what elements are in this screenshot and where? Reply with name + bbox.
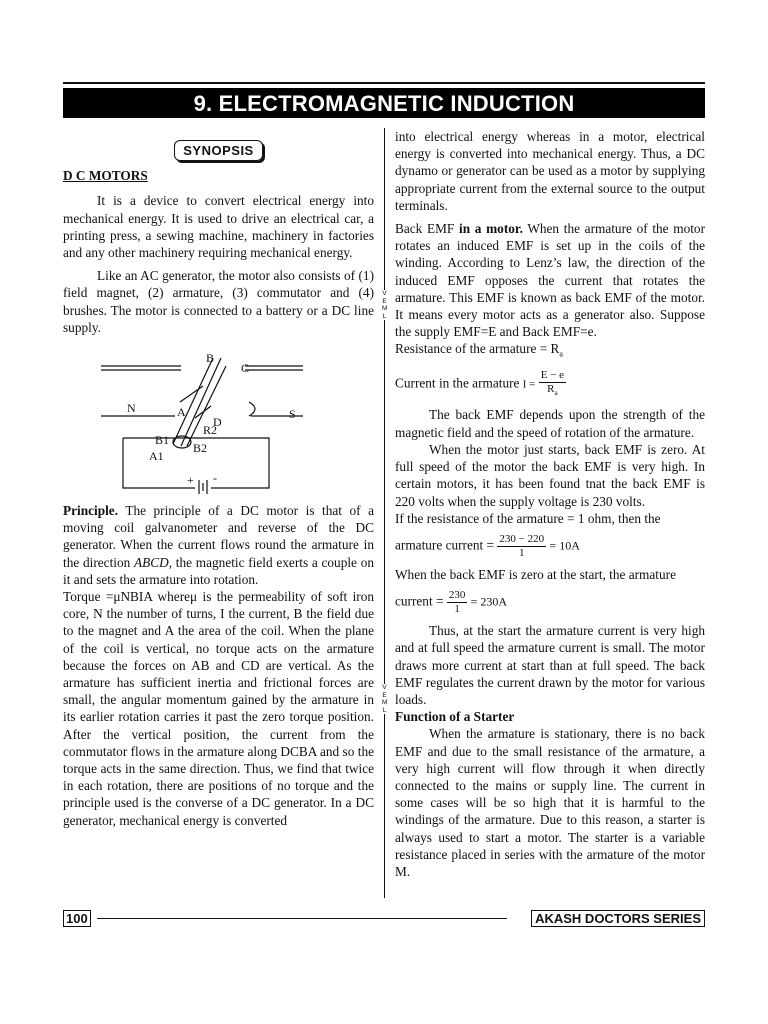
current-numerator: E − e — [540, 369, 565, 382]
footer-rule — [97, 918, 507, 919]
back-emf-text-a: Back EMF — [395, 221, 460, 237]
top-rule — [63, 82, 705, 84]
label-a: A — [177, 405, 186, 420]
resistance-line — [395, 340, 705, 363]
starter-heading: Function of a Starter — [395, 709, 515, 725]
back-emf-paragraph — [395, 220, 705, 340]
eq1-fraction — [497, 533, 546, 560]
torque-paragraph: Torque =μNBIA whereμ is the permeability of soft iron core, N the number of turns, I the current, B the field due to the magnet and A the area of the coil. When the plane of the coil is vertical, no torque acts on the armature because the forces on AB and CD are vertical. As the armature has sufficient inertia and frictional forces are small, the angular momentum gained by the armature in its earlier rotation carries it past the zero torque position. After the vertical position, the current from the commutator flows in the armature along DCBA and so the torque acts in the same direction. Thus, we find that twice in each rotation, there are positions of no torque and the principle used is the converse of a DC generator. In a DC generator, mechanical energy is converted — [63, 589, 374, 828]
start-current-equation — [395, 589, 705, 616]
label-b2: B2 — [193, 441, 208, 456]
eq2-label: current = — [395, 593, 444, 609]
principle-label: Principle. — [63, 503, 119, 519]
label-minus: - — [213, 471, 217, 486]
zero-emf-line: When the back EMF is zero at the start, the armature — [395, 566, 676, 582]
label-r2: R2 — [203, 423, 218, 438]
label-n: N — [127, 401, 136, 416]
label-c: C — [241, 361, 250, 376]
page-footer — [63, 908, 705, 928]
current-den-sub: a — [554, 389, 558, 398]
label-s: S — [289, 407, 296, 422]
synopsis-badge: SYNOPSIS — [174, 140, 262, 161]
starter-paragraph: When the armature is stationary, there is no back EMF and due to the small resistance of the armature, a very high current will flow through it when directly connected to the mains or supply line. The current in some cases will be so high that it is harmful to the windings of the armature. Due to this reason, a starter is always used to start a motor. The starter is a variable resistance placed in series with the armature of the motor M. — [395, 726, 705, 879]
current-label: Current in the armature — [395, 375, 520, 391]
left-column — [63, 136, 374, 829]
principle-abcd: ABCD, — [134, 554, 173, 570]
back-emf-text-b: When the armature of the motor rotates an induced EMF is set up in the coils of the winding. According to Lenz’s law, the direction of the induced EMF opposes the current that rotates the armature. This EMF is known as back EMF of the motor. It means every motor acts as a generator also. Suppose the supply EMF=E and Back EMF=e. — [395, 221, 706, 340]
dc-motor-diagram — [63, 346, 374, 496]
side-tag-text: VEML — [382, 684, 388, 714]
current-denominator — [539, 383, 566, 400]
resistance-sub: a — [559, 350, 563, 360]
eq2-result: = 230A — [470, 594, 508, 609]
current-den-text: R — [547, 383, 555, 396]
eq1-result: = 10A — [549, 538, 580, 553]
current-equation — [395, 369, 705, 400]
series-label: AKASH DOCTORS SERIES — [531, 910, 705, 927]
label-a1: A1 — [149, 449, 164, 464]
starts-paragraph: When the motor just starts, back EMF is zero. At full speed of the motor the back EMF is very high. In certain motors, it has been found tnat the back EMF is 220 volts when the supply voltage is 230 volts. — [395, 441, 705, 509]
eq2-denominator: 1 — [454, 603, 460, 616]
principle-text-b: the magnetic field exerts a couple on it and sets the armature into rotation. — [63, 554, 374, 587]
armature-current-equation — [395, 533, 705, 560]
current-fraction — [539, 369, 566, 400]
resistance-text: Resistance of the armature = R — [395, 341, 560, 357]
eq2-fraction — [447, 589, 468, 616]
right-column — [395, 128, 705, 880]
side-tag-lower — [380, 684, 389, 714]
eq2-numerator: 230 — [448, 589, 466, 602]
label-plus: + — [187, 473, 194, 488]
principle-paragraph — [63, 502, 374, 588]
intro-paragraph: It is a device to convert electrical energy into mechanical energy. It is used to drive an electrical car, a printing press, a sewing machine, machinery in factories and any other machinery requiring mechanical energy. — [63, 193, 374, 261]
chapter-title: 9. ELECTROMAGNETIC INDUCTION — [63, 88, 705, 118]
page-number: 100 — [63, 910, 91, 927]
depends-paragraph: The back EMF depends upon the strength of the magnetic field and the speed of rotation of the armature. — [395, 407, 705, 440]
side-tag-text: VEML — [382, 290, 388, 320]
if-resistance-line: If the resistance of the armature = 1 ohm, then the — [395, 510, 661, 526]
eq1-denominator: 1 — [518, 546, 525, 559]
continuation-paragraph: into electrical energy whereas in a motor, electrical energy is converted into mechanical energy. Thus, a DC dynamo or generator can be used as a motor by supplying appropriate current from the external source to the output terminals. — [395, 129, 705, 213]
components-paragraph: Like an AC generator, the motor also consists of (1) field magnet, (2) armature, (3) commutator and (4) brushes. The motor is connected to a battery or a DC line supply. — [63, 268, 374, 335]
eq1-label: armature current = — [395, 537, 495, 553]
label-b1: B1 — [155, 433, 170, 448]
eq1-numerator: 230 − 220 — [499, 532, 545, 545]
back-emf-bold: in a motor. — [459, 221, 523, 237]
dc-motors-heading: D C MOTORS — [63, 168, 148, 184]
current-i: I = — [522, 378, 536, 391]
side-tag-upper — [380, 290, 389, 320]
principle-text-a: The principle of a DC motor is that of a moving coil galvanometer and reverse of the DC generator. When the current flows round the armature in the direction — [63, 503, 374, 570]
label-d: D — [213, 415, 222, 430]
thus-paragraph: Thus, at the start the armature current is very high and at full speed the armature current is small. The motor draws more current at start than at full speed. The back EMF regulates the current drawn by the motor for various loads. — [395, 623, 705, 707]
label-b: B — [206, 351, 215, 366]
